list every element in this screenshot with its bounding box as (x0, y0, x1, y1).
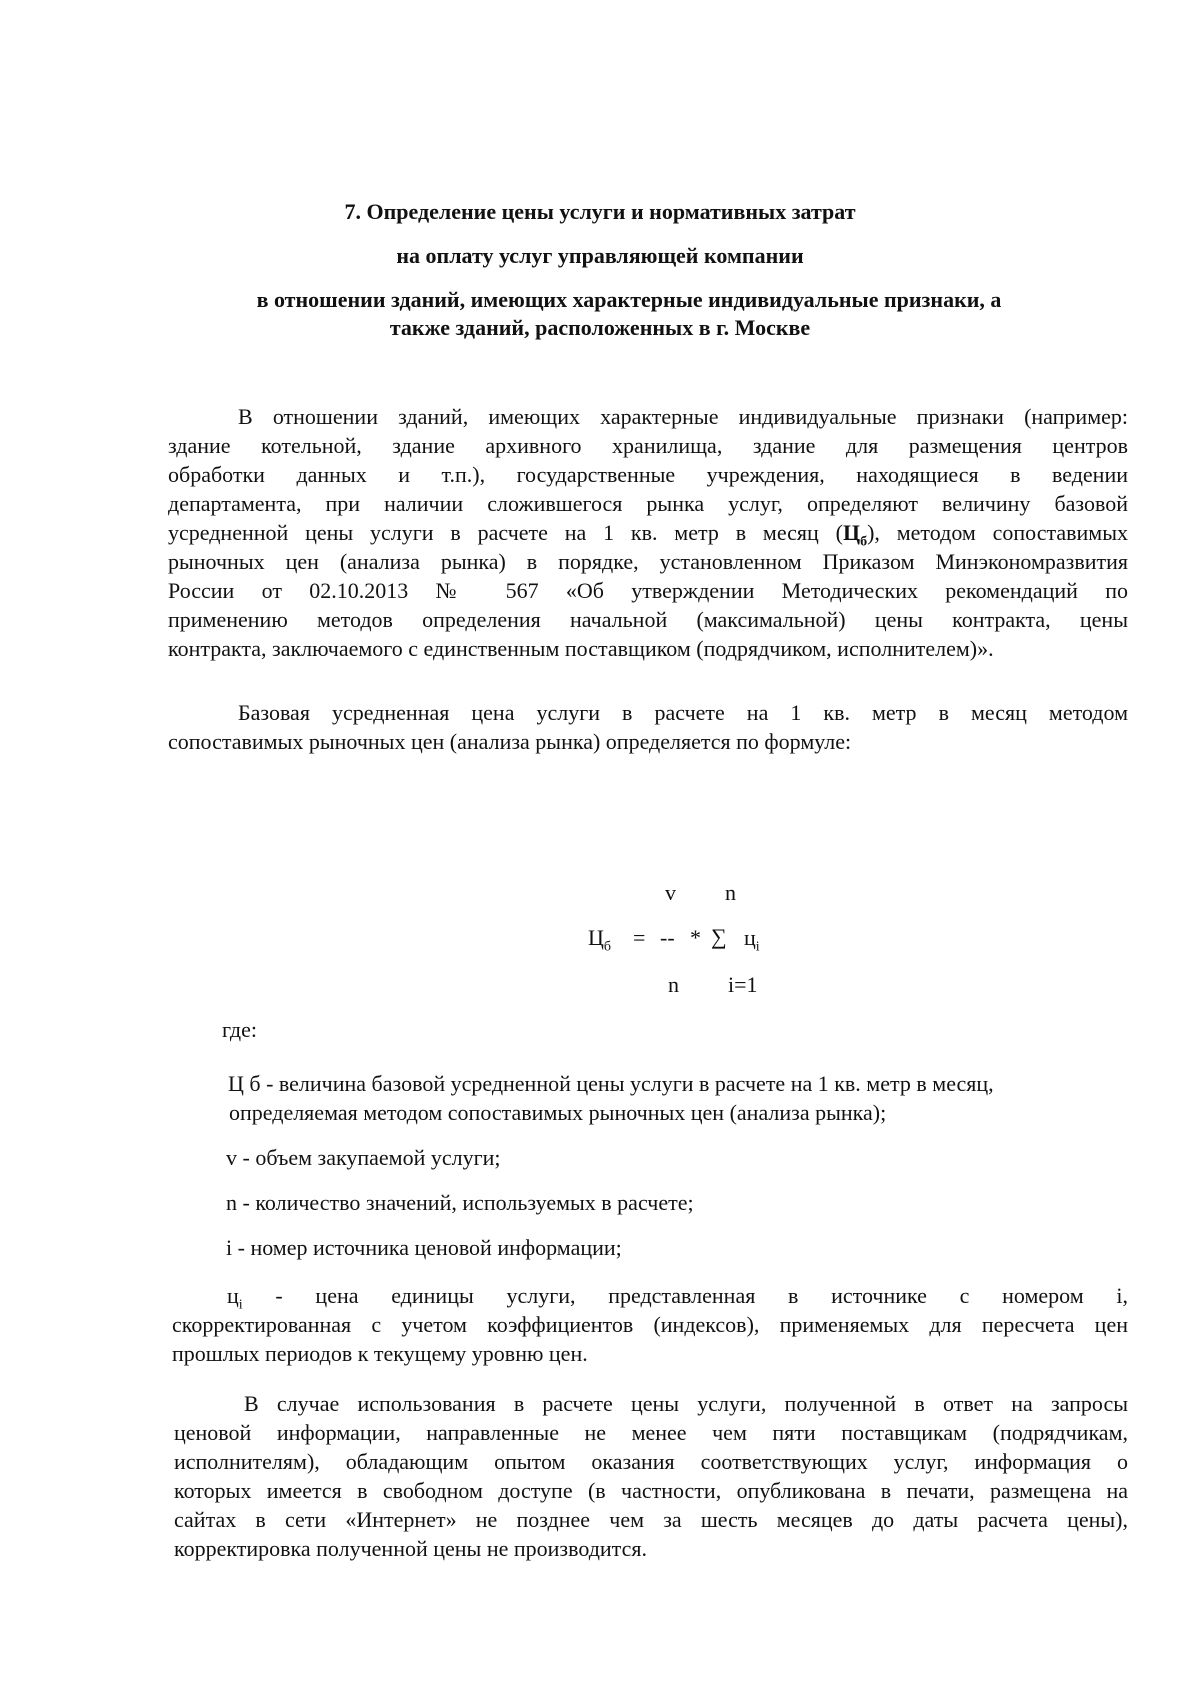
paragraph-3-line: корректировка полученной цены не производится. (174, 1536, 647, 1561)
section-title-line-4: также зданий, расположенных в г. Москве (389, 315, 811, 340)
formula-upper-limit-n: n (725, 880, 736, 905)
paragraph-2-line: сопоставимых рыночных цен (анализа рынка) определяется по формуле: (168, 729, 852, 754)
paragraph-1-line: контракта, заключаемого с единственным поставщиком (подрядчиком, исполнителем)». (168, 636, 994, 661)
formula-fraction-bar: -- (660, 925, 675, 950)
paragraph-1-line: применению методов определения начальной (максимальной) цены контракта, цены (168, 607, 1128, 632)
definition-n: n - количество значений, используемых в расчете; (226, 1190, 694, 1215)
formula-term: $ц_i$ (744, 925, 760, 955)
section-title-line-2: на оплату услуг управляющей компании (396, 243, 804, 268)
paragraph-1-line (168, 518, 1129, 550)
definition-i: i - номер источника ценовой информации; (226, 1235, 622, 1260)
section-title-line-3: в отношении зданий, имеющих характерные индивидуальные признаки, а (256, 287, 1002, 312)
paragraph-1-text: ), методом сопоставимых (867, 520, 1129, 545)
formula-lower-limit: i=1 (728, 972, 758, 997)
paragraph-3-line: которых имеется в свободном доступе (в частности, опубликована в печати, размещена на (174, 1478, 1128, 1503)
definition-unit-price-line: $ц_i$ - цена единицы услуги, представленная в источнике с номером i, (227, 1283, 1128, 1313)
paragraph-2 (168, 698, 1128, 756)
paragraph-1-line: департамента, при наличии сложившегося рынка услуг, определяют величину базовой (168, 491, 1128, 516)
definition-unit-price-line: прошлых периодов к текущему уровню цен. (172, 1341, 588, 1366)
section-title-line-1: 7. Определение цены услуги и нормативных затрат (344, 199, 856, 224)
paragraph-1-line: России от 02.10.2013 № 567 «Об утверждении Методических рекомендаций по (168, 578, 1128, 603)
where-label: где: (222, 1017, 257, 1042)
paragraph-3-line: ценовой информации, направленные не менее чем пяти поставщикам (подрядчикам, (174, 1420, 1128, 1445)
formula-sum-sign: ∑ (711, 924, 727, 949)
paragraph-1 (168, 402, 1128, 663)
paragraph-3-line: В случае использования в расчете цены услуги, полученной в ответ на запросы (244, 1391, 1128, 1416)
formula-multiply: * (690, 925, 701, 950)
unit-price-symbol: $ц_i$ (227, 1283, 243, 1313)
formula-denominator-n: n (668, 972, 679, 997)
definition-base-price-line-2: определяемая методом сопоставимых рыночных цен (анализа рынка); (229, 1100, 887, 1125)
definition-base-price-line-1: Ц б - величина базовой усредненной цены услуги в расчете на 1 кв. метр в месяц, (228, 1071, 994, 1096)
paragraph-3-line: исполнителям), обладающим опытом оказания соответствующих услуг, информация о (174, 1449, 1128, 1474)
paragraph-1-line: здание котельной, здание архивного хранилища, здание для размещения центров (168, 433, 1128, 458)
definition-unit-price (172, 1281, 1128, 1368)
paragraph-2-line: Базовая усредненная цена услуги в расчете на 1 кв. метр в месяц методом (238, 700, 1128, 725)
paragraph-3-line: сайтах в сети «Интернет» не позднее чем за шесть месяцев до даты расчета цены), (174, 1507, 1128, 1532)
paragraph-1-line: В отношении зданий, имеющих характерные индивидуальные признаки (например: (238, 404, 1128, 429)
formula-equals: = (633, 925, 646, 950)
definition-unit-price-line: скорректированная с учетом коэффициентов (индексов), применяемых для пересчета цен (172, 1312, 1128, 1337)
paragraph-1-line: обработки данных и т.п.), государственные учреждения, находящиеся в ведении (168, 462, 1128, 487)
formula-numerator-v: v (665, 880, 676, 905)
base-price-symbol: $Ц_б$ (842, 520, 868, 550)
paragraph-1-text: усредненной цены услуги в расчете на 1 кв. метр в месяц ( (168, 520, 843, 545)
paragraph-1-line: рыночных цен (анализа рынка) в порядке, установленном Приказом Минэкономразвития (168, 549, 1128, 574)
definition-v: v - объем закупаемой услуги; (226, 1145, 501, 1170)
formula-lhs: $Ц_б$ (588, 925, 612, 955)
paragraph-3 (174, 1389, 1128, 1563)
